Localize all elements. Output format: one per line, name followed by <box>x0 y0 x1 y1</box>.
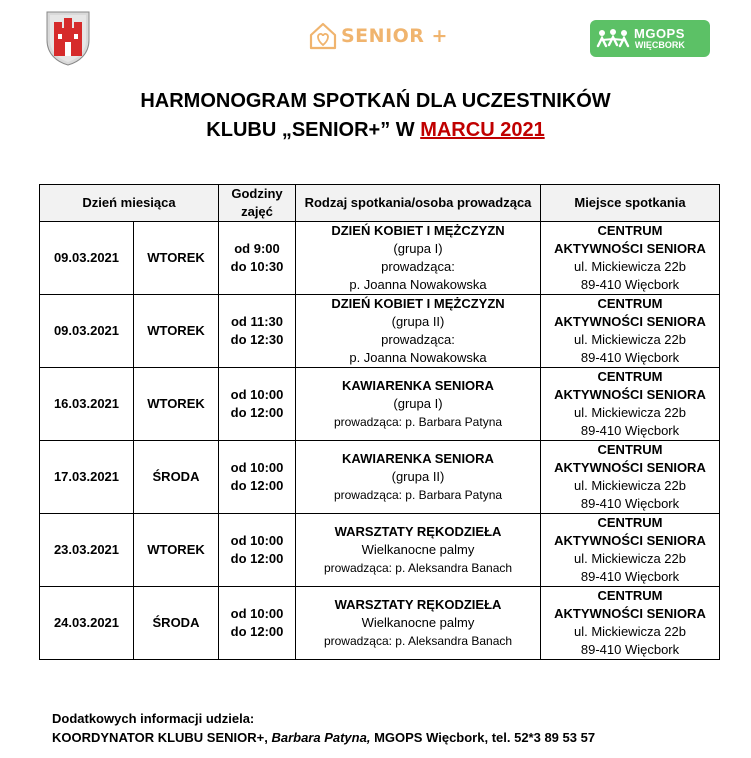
cell-place: CENTRUM AKTYWNOŚCI SENIORA ul. Mickiewicza 22b 89-410 Więcbork <box>541 368 720 441</box>
event-name: DZIEŃ KOBIET I MĘŻCZYZN <box>331 223 505 238</box>
cell-weekday: WTOREK <box>134 295 219 368</box>
footer-info-label: Dodatkowych informacji udziela: <box>52 711 255 726</box>
cell-date: 09.03.2021 <box>40 222 134 295</box>
cell-hours: od 9:00 do 10:30 <box>219 222 296 295</box>
event-name: WARSZTATY RĘKODZIEŁA <box>334 597 502 612</box>
event-group: Wielkanocne palmy <box>361 542 475 557</box>
cell-event <box>296 368 541 441</box>
cell-event <box>296 222 541 295</box>
cell-hours: od 10:00 do 12:00 <box>219 368 296 441</box>
document-title-line1: HARMONOGRAM SPOTKAŃ DLA UCZESTNIKÓW <box>140 90 611 112</box>
mgops-logo-text: MGOPS <box>634 26 685 41</box>
header-hours: Godziny zajęć <box>219 185 296 222</box>
senior-plus-logo <box>308 20 448 52</box>
cell-event <box>296 587 541 660</box>
cell-date: 17.03.2021 <box>40 441 134 514</box>
event-name: DZIEŃ KOBIET I MĘŻCZYZN <box>331 296 505 311</box>
cell-place: CENTRUM AKTYWNOŚCI SENIORA ul. Mickiewicza 22b 89-410 Więcbork <box>541 222 720 295</box>
table-row <box>40 295 720 368</box>
document-title-line2 <box>0 119 751 142</box>
header-day: Dzień miesiąca <box>40 185 219 222</box>
cell-hours: od 11:30 do 12:30 <box>219 295 296 368</box>
event-leader: prowadząca: p. Barbara Patyna <box>333 415 503 429</box>
table-row <box>40 441 720 514</box>
event-leader: prowadząca: p. Aleksandra Banach <box>323 561 513 575</box>
event-name: WARSZTATY RĘKODZIEŁA <box>334 524 502 539</box>
cell-weekday: WTOREK <box>134 514 219 587</box>
event-name: KAWIARENKA SENIORA <box>342 451 494 466</box>
cell-place: CENTRUM AKTYWNOŚCI SENIORA ul. Mickiewicza 22b 89-410 Więcbork <box>541 587 720 660</box>
coat-of-arms-logo <box>45 10 91 66</box>
event-group: (grupa I) <box>393 396 443 411</box>
cell-event <box>296 514 541 587</box>
cell-date: 23.03.2021 <box>40 514 134 587</box>
cell-weekday: WTOREK <box>134 222 219 295</box>
event-group: (grupa II) <box>391 314 445 329</box>
cell-weekday: ŚRODA <box>134 587 219 660</box>
cell-weekday: ŚRODA <box>134 441 219 514</box>
cell-date: 16.03.2021 <box>40 368 134 441</box>
cell-place: CENTRUM AKTYWNOŚCI SENIORA ul. Mickiewicza 22b 89-410 Więcbork <box>541 295 720 368</box>
event-leader: p. Joanna Nowakowska <box>349 277 487 292</box>
title-month-highlight: MARCU 2021 <box>420 119 545 141</box>
event-group: (grupa II) <box>391 469 445 484</box>
cell-hours: od 10:00 do 12:00 <box>219 441 296 514</box>
mgops-logo-subtext: WIĘCBORK <box>634 40 685 50</box>
senior-logo-text: SENIOR + <box>341 25 448 47</box>
table-row <box>40 514 720 587</box>
cell-weekday: WTOREK <box>134 368 219 441</box>
footer-coordinator: KOORDYNATOR KLUBU SENIOR+, Barbara Patyna, MGOPS Więcbork, tel. 52*3 89 53 57 <box>52 730 596 745</box>
cell-event <box>296 441 541 514</box>
event-group: (grupa I) <box>393 241 443 256</box>
event-leader-label: prowadząca: <box>381 259 455 274</box>
event-leader: p. Joanna Nowakowska <box>349 350 487 365</box>
event-group: Wielkanocne palmy <box>361 615 475 630</box>
header-place: Miejsce spotkania <box>541 185 720 222</box>
coordinator-name: Barbara Patyna, <box>271 730 371 745</box>
cell-hours: od 10:00 do 12:00 <box>219 587 296 660</box>
people-icon <box>596 28 630 50</box>
house-heart-icon <box>308 21 338 51</box>
schedule-table <box>39 184 720 660</box>
header-type: Rodzaj spotkania/osoba prowadząca <box>296 185 541 222</box>
table-row <box>40 222 720 295</box>
event-name: KAWIARENKA SENIORA <box>342 378 494 393</box>
cell-date: 09.03.2021 <box>40 295 134 368</box>
cell-place: CENTRUM AKTYWNOŚCI SENIORA ul. Mickiewicza 22b 89-410 Więcbork <box>541 514 720 587</box>
table-row <box>40 587 720 660</box>
cell-date: 24.03.2021 <box>40 587 134 660</box>
table-header-row <box>40 185 720 222</box>
title-prefix: KLUBU „SENIOR+” W <box>206 119 421 141</box>
mgops-logo <box>590 20 710 57</box>
cell-hours: od 10:00 do 12:00 <box>219 514 296 587</box>
event-leader: prowadząca: p. Aleksandra Banach <box>323 634 513 648</box>
cell-place: CENTRUM AKTYWNOŚCI SENIORA ul. Mickiewicza 22b 89-410 Więcbork <box>541 441 720 514</box>
event-leader-label: prowadząca: <box>381 332 455 347</box>
table-row <box>40 368 720 441</box>
cell-event <box>296 295 541 368</box>
event-leader: prowadząca: p. Barbara Patyna <box>333 488 503 502</box>
